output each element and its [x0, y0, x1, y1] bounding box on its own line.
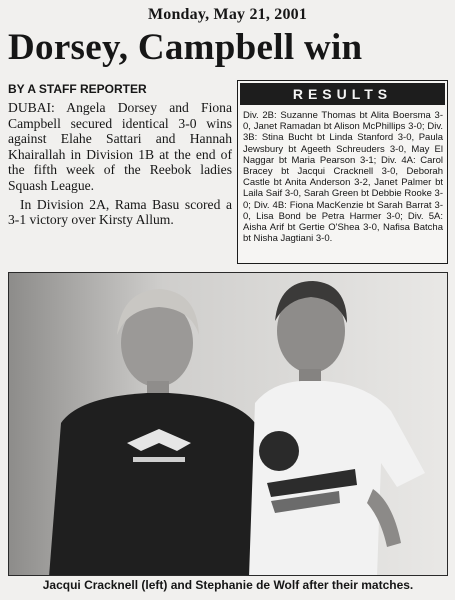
results-text: Div. 2B: Suzanne Thomas bt Alita Boersma 3-0, Janet Ramadan bt Alison McPhillips 3-0; Div. 3B: Stina Bucht bt Linda Stanford 3-0, Paula Jewsbury bt Ageeth Schreuders 3-0, May El Naggar bt Maria Pearson 3-1; Div. 4A: Carol Bracey bt Jacqui Cracknell 3-0, Deborah Castle bt Anita Anderson 3-2, Janet Palmer bt Laila Saif 3-0, Sarah Green bt Debbie Rooke 3-0; Div. 4B: Fiona MacKenzie bt Sarah Barrat 3-0, Lisa Bond be Petra Harmer 3-0; Div. 5A: Aisha Arif bt Gertie O'Shea 3-0, Nafisa Batcha bt Nisha Jagtiani 3-0. — [243, 110, 443, 245]
article-body — [8, 100, 232, 228]
headline: Dorsey, Campbell win — [8, 27, 363, 68]
article-paragraph: In Division 2A, Rama Basu scored a 3-1 victory over Kirsty Allum. — [8, 196, 232, 228]
photo-two-players — [8, 272, 448, 576]
dateline: Monday, May 21, 2001 — [147, 6, 308, 23]
byline: BY A STAFF REPORTER — [8, 82, 147, 96]
results-heading: RESULTS — [240, 83, 445, 105]
article-paragraph: DUBAI: Angela Dorsey and Fiona Campbell secured identical 3-0 wins against Elahe Sattari and Hannah Khairallah in Division 1B at the end of the fifth week of the Reebok ladies Squash League. — [8, 100, 232, 193]
photo-illustration — [9, 273, 448, 576]
photo-caption: Jacqui Cracknell (left) and Stephanie de Wolf after their matches. — [42, 578, 414, 592]
results-box — [237, 80, 448, 264]
